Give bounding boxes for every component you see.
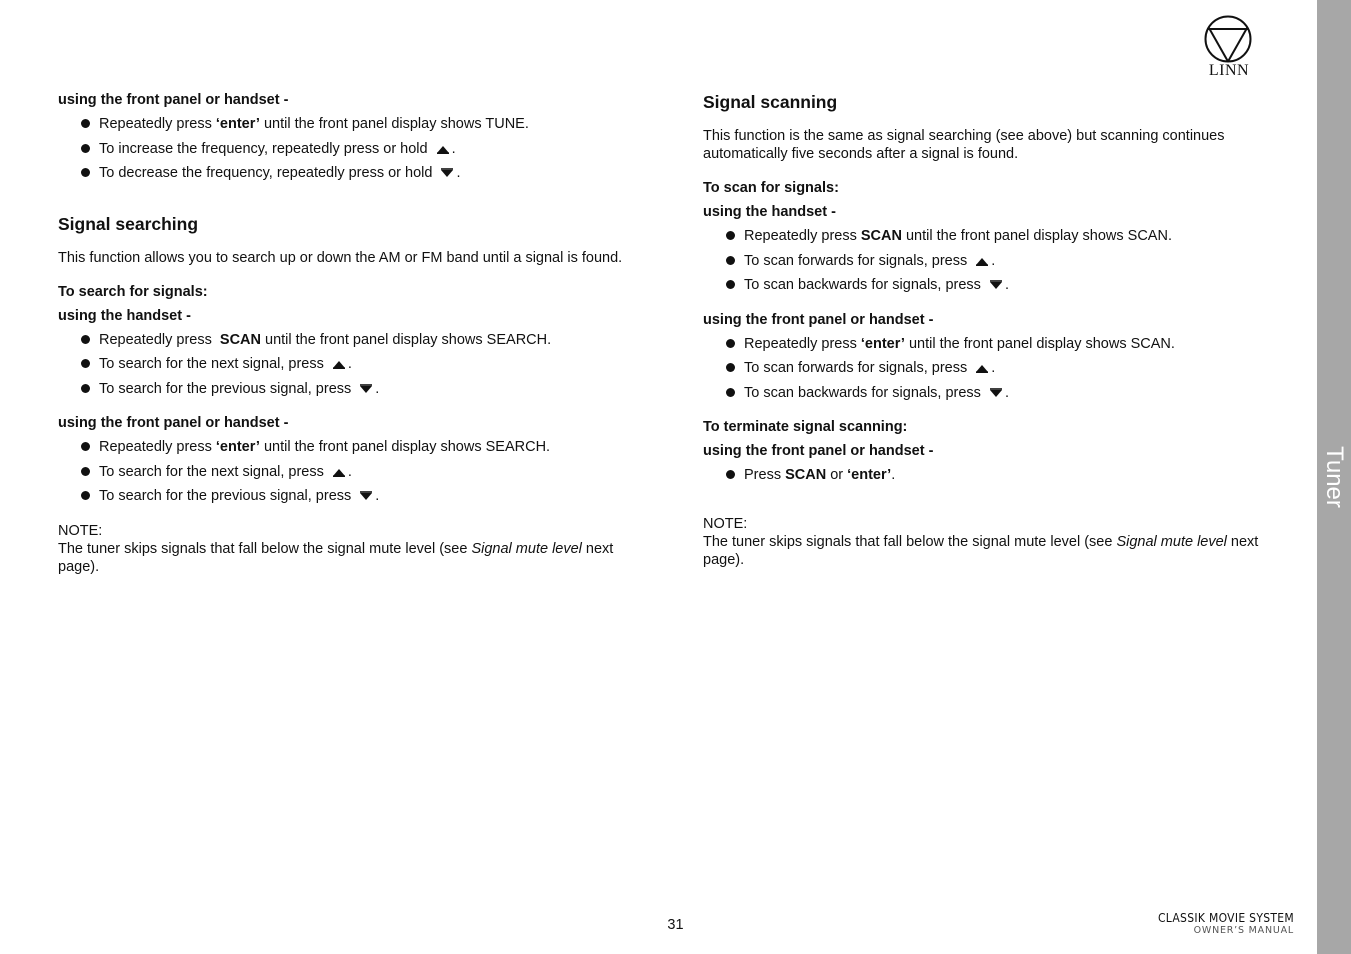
list-item: Repeatedly press ‘enter’ until the front panel display shows TUNE. bbox=[81, 115, 658, 133]
signal-scanning-title: Signal scanning bbox=[703, 92, 838, 112]
up-arrow-icon bbox=[332, 359, 346, 369]
list-item: To increase the frequency, repeatedly press or hold . bbox=[81, 140, 658, 158]
bullet-icon bbox=[81, 359, 90, 368]
handset-heading: using the handset - bbox=[58, 307, 191, 324]
terminate-subheading: using the front panel or handset - bbox=[703, 443, 934, 459]
up-arrow-icon bbox=[975, 256, 989, 266]
handset-heading: using the handset - bbox=[703, 204, 836, 220]
bullet-icon bbox=[81, 168, 90, 177]
to-search-heading: To search for signals: bbox=[58, 283, 208, 300]
list-item: To search for the previous signal, press . bbox=[81, 487, 658, 505]
note-text: The tuner skips signals that fall below the signal mute level (see Signal mute level next page). bbox=[703, 533, 1259, 568]
down-arrow-icon bbox=[359, 491, 373, 501]
page-number: 31 bbox=[667, 917, 684, 933]
signal-searching-title: Signal searching bbox=[58, 213, 199, 234]
right-column bbox=[703, 91, 1293, 569]
brand-subtitle: OWNER’S MANUAL bbox=[1193, 925, 1294, 936]
terminate-list bbox=[703, 466, 1293, 484]
search-panel-list bbox=[58, 438, 658, 505]
brand-title: CLASSIK MOVIE SYSTEM bbox=[1157, 911, 1294, 925]
terminate-heading: To terminate signal scanning: bbox=[703, 419, 908, 435]
list-item: Repeatedly press SCAN until the front panel display shows SEARCH. bbox=[81, 331, 658, 349]
search-handset-list bbox=[58, 331, 658, 398]
section-tab-label: Tuner bbox=[1321, 446, 1348, 508]
list-item: To scan forwards for signals, press . bbox=[726, 252, 1293, 270]
bullet-icon bbox=[81, 467, 90, 476]
to-scan-heading: To scan for signals: bbox=[703, 180, 839, 196]
bullet-icon bbox=[726, 388, 735, 397]
bullet-icon bbox=[81, 384, 90, 393]
bullet-icon bbox=[726, 231, 735, 240]
scan-panel-list bbox=[703, 335, 1293, 402]
panel-heading: using the front panel or handset - bbox=[58, 415, 289, 431]
down-arrow-icon bbox=[440, 168, 454, 178]
section-side-tab bbox=[1317, 0, 1351, 954]
bullet-icon bbox=[81, 144, 90, 153]
list-item: Repeatedly press SCAN until the front panel display shows SCAN. bbox=[726, 227, 1293, 245]
intro-list bbox=[58, 115, 658, 182]
list-item: Repeatedly press ‘enter’ until the front panel display shows SEARCH. bbox=[81, 438, 658, 456]
brand-footer bbox=[1130, 911, 1294, 937]
bullet-icon bbox=[726, 470, 735, 479]
signal-searching-description: This function allows you to search up or down the AM or FM band until a signal is found. bbox=[58, 249, 623, 266]
list-item: To scan backwards for signals, press . bbox=[726, 384, 1293, 402]
scan-handset-list bbox=[703, 227, 1293, 294]
bullet-icon bbox=[726, 256, 735, 265]
bullet-icon bbox=[81, 491, 90, 500]
bullet-icon bbox=[726, 280, 735, 289]
intro-heading: using the front panel or handset - bbox=[58, 92, 289, 108]
list-item: To decrease the frequency, repeatedly press or hold . bbox=[81, 164, 658, 182]
bullet-icon bbox=[726, 339, 735, 348]
bullet-icon bbox=[81, 119, 90, 128]
list-item: To search for the next signal, press . bbox=[81, 463, 658, 481]
note-label: NOTE: bbox=[58, 522, 103, 539]
down-arrow-icon bbox=[359, 384, 373, 394]
list-item: To search for the previous signal, press . bbox=[81, 380, 658, 398]
bullet-icon bbox=[81, 335, 90, 344]
up-arrow-icon bbox=[975, 363, 989, 373]
list-item: To scan backwards for signals, press . bbox=[726, 276, 1293, 294]
list-item: Press SCAN or ‘enter’. bbox=[726, 466, 1293, 484]
list-item: To search for the next signal, press . bbox=[81, 355, 658, 373]
down-arrow-icon bbox=[989, 280, 1003, 290]
note-label: NOTE: bbox=[703, 515, 748, 532]
signal-scanning-description: This function is the same as signal searching (see above) but scanning continues automatically five seconds after a signal is found. bbox=[703, 128, 1225, 162]
logo-text: LINN bbox=[1208, 62, 1250, 79]
left-column bbox=[58, 91, 658, 576]
list-item: To scan forwards for signals, press . bbox=[726, 359, 1293, 377]
note-text: The tuner skips signals that fall below the signal mute level (see Signal mute level next page). bbox=[58, 540, 614, 575]
bullet-icon bbox=[81, 442, 90, 451]
down-arrow-icon bbox=[989, 388, 1003, 398]
list-item: Repeatedly press ‘enter’ until the front panel display shows SCAN. bbox=[726, 335, 1293, 353]
panel-heading: using the front panel or handset - bbox=[703, 311, 934, 328]
up-arrow-icon bbox=[436, 144, 450, 154]
up-arrow-icon bbox=[332, 467, 346, 477]
bullet-icon bbox=[726, 363, 735, 372]
